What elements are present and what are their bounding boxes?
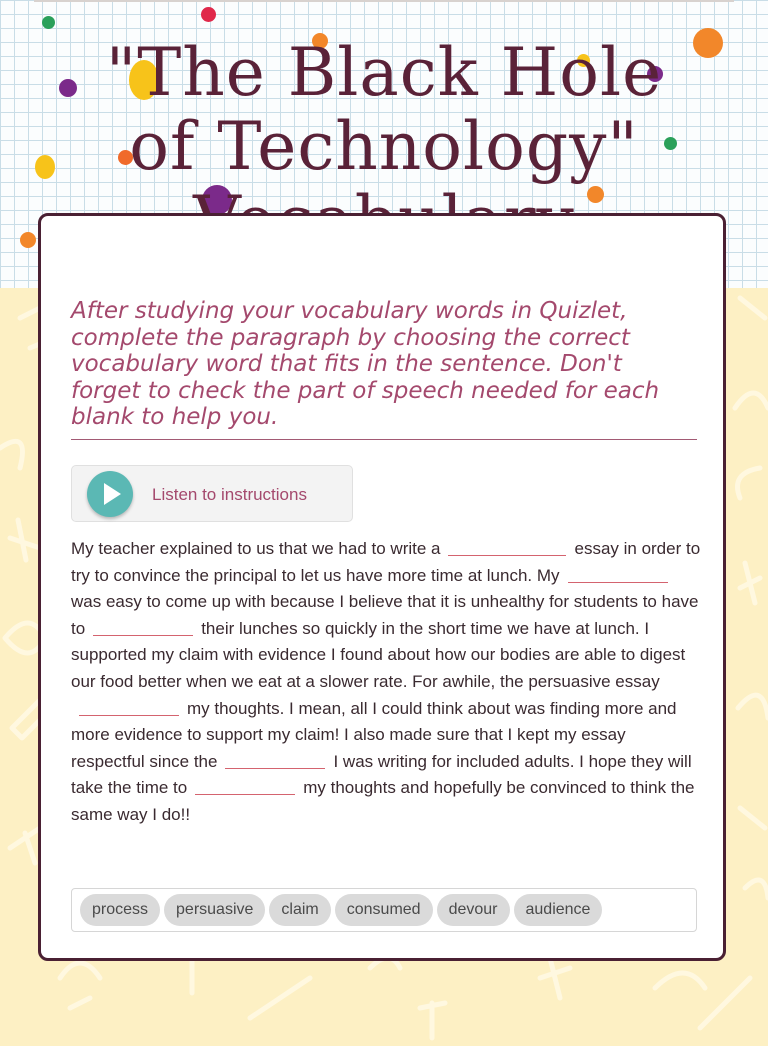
instructions-divider	[71, 439, 697, 440]
listen-to-instructions-button[interactable]	[71, 465, 353, 522]
word-chip-claim[interactable]: claim	[269, 894, 330, 926]
blank-drop-zone[interactable]	[79, 697, 179, 716]
instructions-text: After studying your vocabulary words in Quizlet, complete the paragraph by choosing the correct vocabulary word that fits in the sentence. Don't forget to check the part of speech needed for each blank to help you.	[71, 298, 660, 430]
blank-drop-zone[interactable]	[448, 537, 566, 556]
paragraph-text: my thoughts and hopefully be convinced to think the same way I do!!	[71, 778, 695, 824]
paragraph-text: their lunches so quickly in the short time we have at lunch. I supported my claim with evidence I found about how our bodies are able to digest our food better when we eat at a slower rate. For awhile, the persuasive essay	[71, 618, 686, 691]
word-chip-devour[interactable]: devour	[437, 894, 510, 926]
word-chip-persuasive[interactable]: persuasive	[164, 894, 265, 926]
top-divider	[34, 0, 734, 2]
word-chip-process[interactable]: process	[80, 894, 160, 926]
play-button[interactable]	[87, 471, 133, 517]
play-icon	[87, 471, 133, 517]
fill-in-paragraph	[71, 536, 701, 829]
paragraph-text: My teacher explained to us that we had to write a	[71, 539, 441, 558]
paragraph-text: I was writing for included adults. I hope they will take the time to	[71, 751, 692, 798]
word-chip-audience[interactable]: audience	[514, 894, 603, 926]
blank-drop-zone[interactable]	[195, 776, 295, 795]
paint-splatter-green	[42, 16, 55, 29]
paragraph-text: my thoughts. I mean, all I could think about was finding more and more evidence to support my claim! I also made sure that I kept my essay respectful since the	[71, 698, 677, 771]
paint-splatter-yellow	[35, 155, 55, 179]
word-bank	[71, 888, 697, 932]
activity-card	[38, 213, 726, 961]
paragraph-text: essay in order to try to convince the principal to let us have more time at lunch. My	[71, 539, 701, 585]
word-chip-consumed[interactable]: consumed	[335, 894, 433, 926]
blank-drop-zone[interactable]	[568, 564, 668, 583]
paint-splatter-purple	[59, 79, 77, 97]
listen-label: Listen to instructions	[152, 485, 307, 504]
blank-drop-zone[interactable]	[225, 750, 325, 769]
page-title: "The Black Hole of Technology"	[105, 34, 663, 185]
paint-splatter-orange	[693, 28, 723, 58]
paint-splatter-red	[201, 7, 216, 22]
blank-drop-zone[interactable]	[93, 617, 193, 636]
paint-splatter-orange	[20, 232, 36, 248]
paragraph-text: was easy to come up with because I believe that it is unhealthy for students to have to	[71, 592, 699, 638]
